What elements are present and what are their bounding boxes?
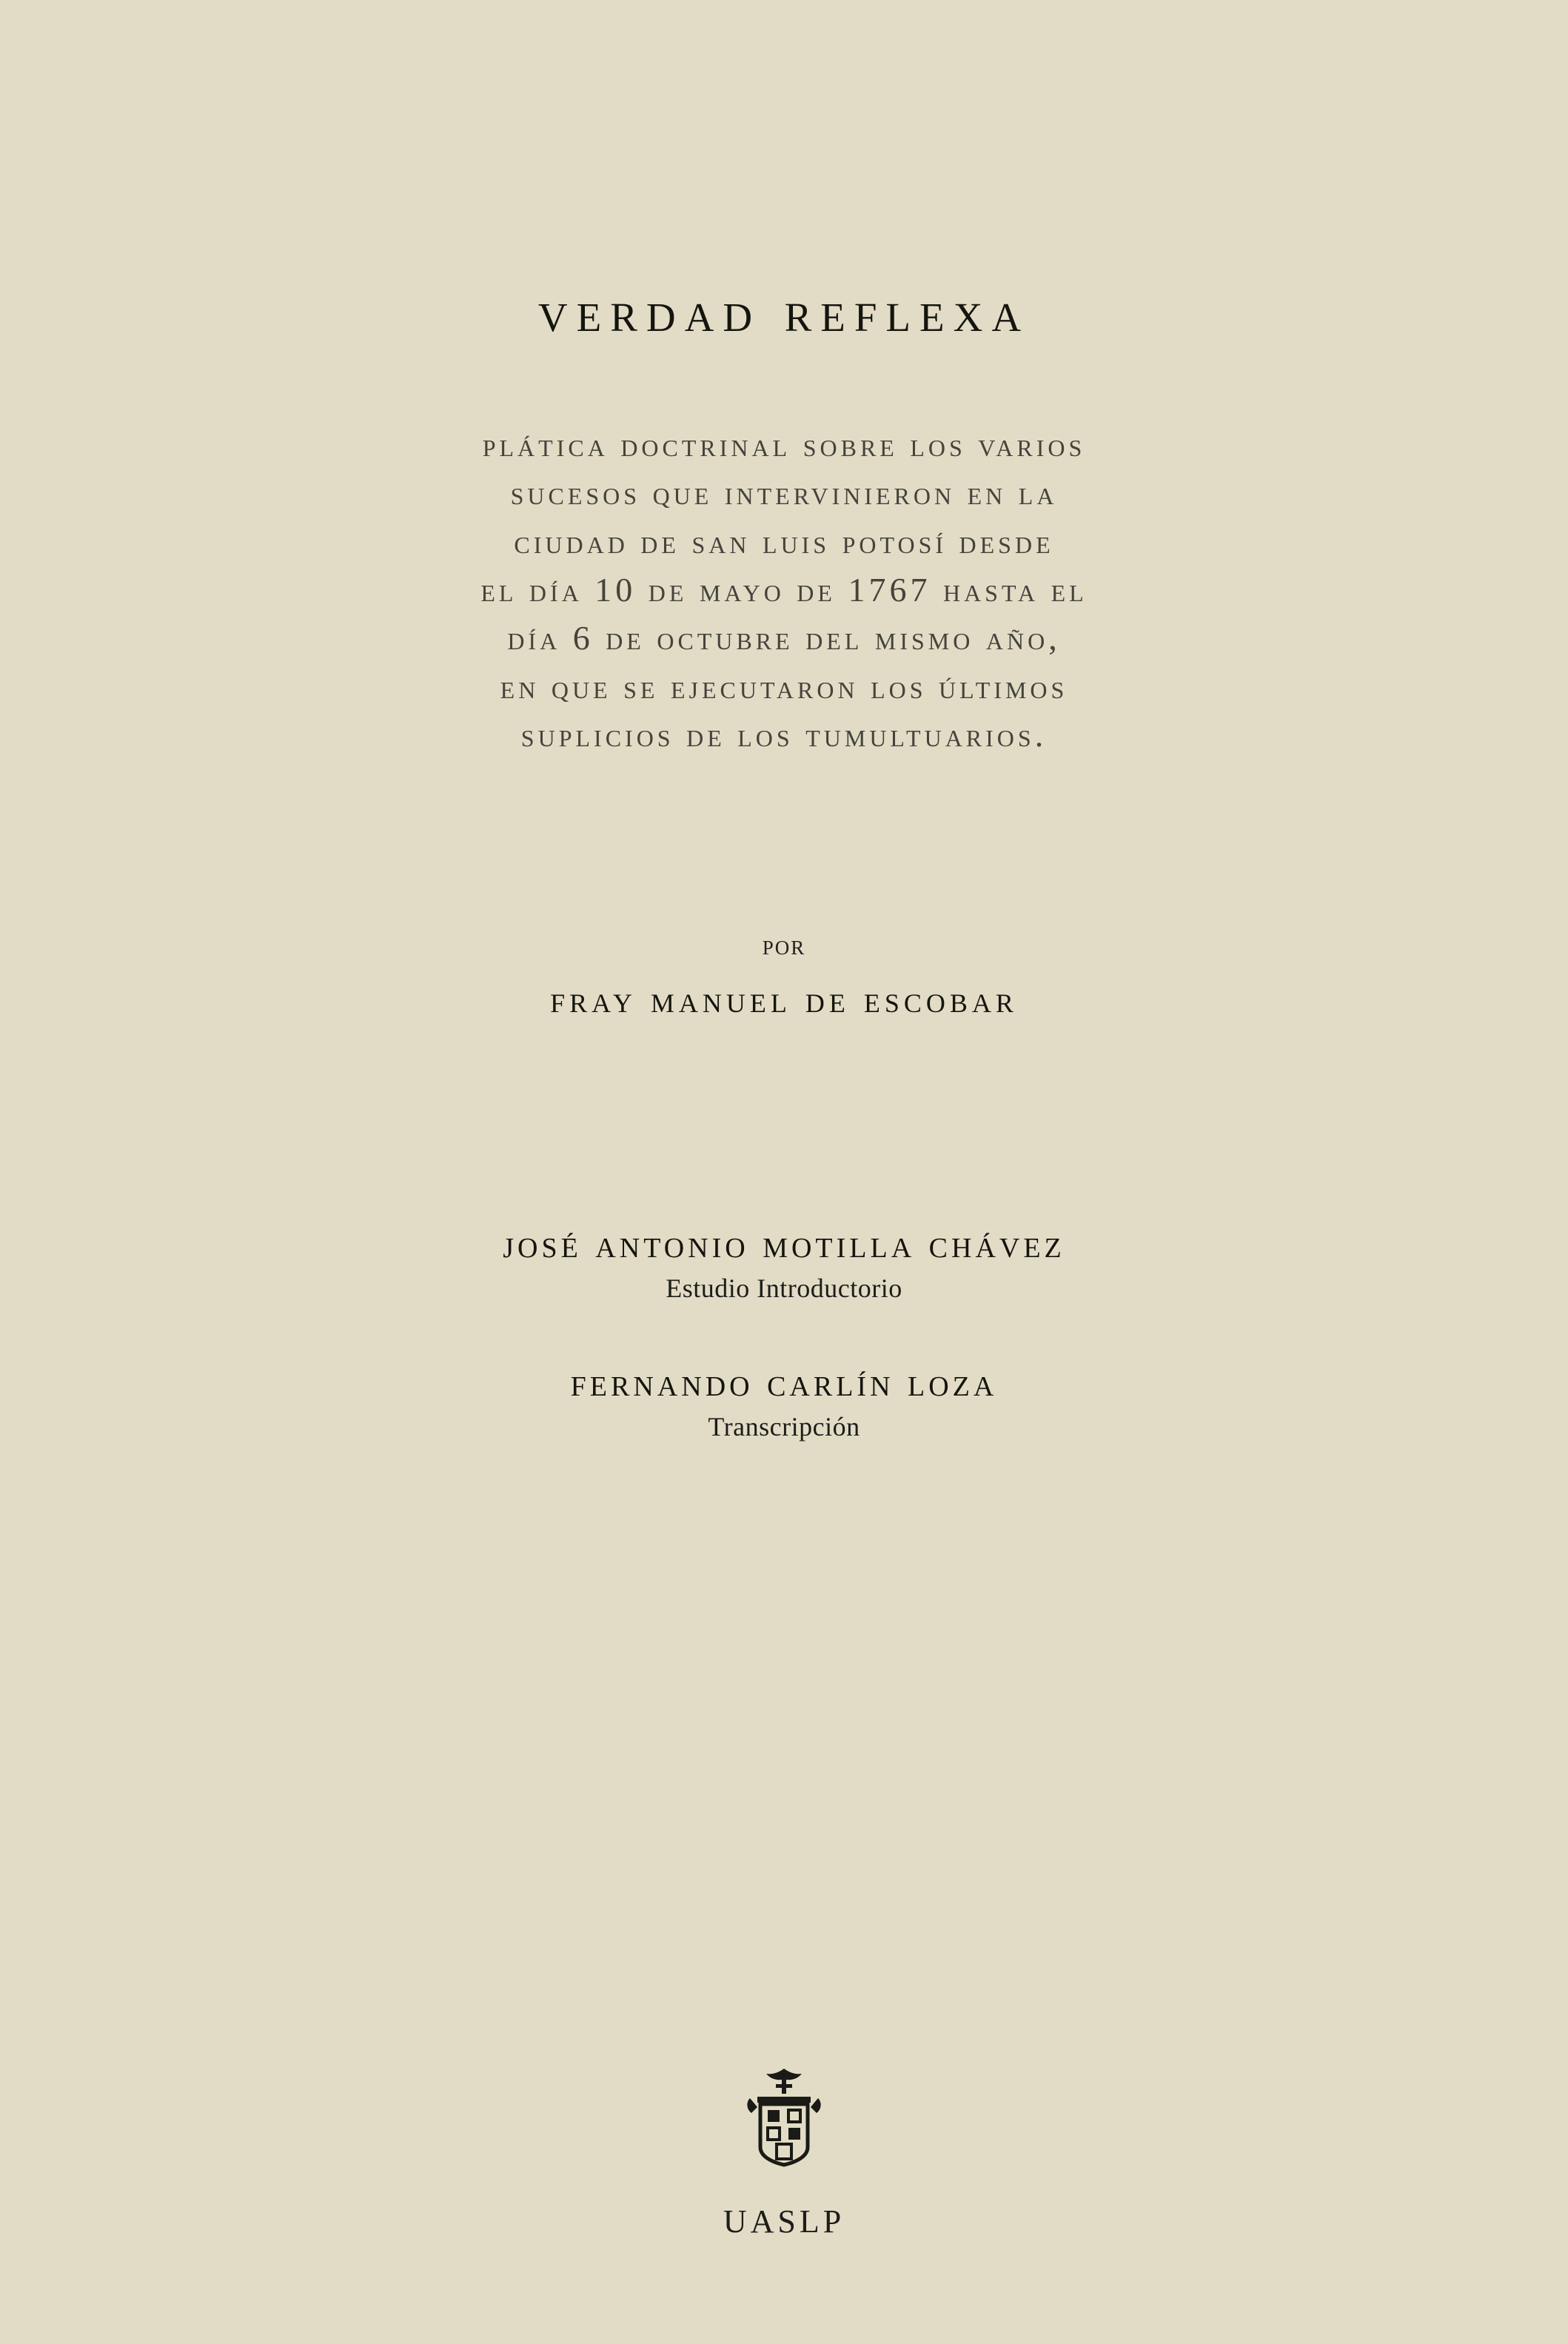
author-name: fray manuel de escobar xyxy=(550,979,1018,1022)
book-subtitle xyxy=(251,421,1317,759)
credit-role: Estudio Introductorio xyxy=(666,1273,902,1304)
book-title: verdad reflexa xyxy=(537,279,1031,344)
credits-list xyxy=(0,1220,1568,1442)
credit-entry xyxy=(0,1359,1568,1442)
subtitle-line: ciudad de san luis potosí desde xyxy=(514,522,1054,560)
credit-name: fernando carlín loza xyxy=(570,1360,998,1405)
subtitle-line: plática doctrinal sobre los varios xyxy=(482,426,1086,464)
subtitle-line: el día 10 de mayo de 1767 hasta el xyxy=(480,570,1088,609)
subtitle-line: en que se ejecutaron los últimos xyxy=(500,667,1068,706)
publisher-area xyxy=(0,2064,1568,2240)
subtitle-line: día 6 de octubre del mismo año, xyxy=(507,619,1061,657)
subtitle-line: suplicios de los tumultuarios. xyxy=(520,715,1048,754)
credit-name: josé antonio motilla chávez xyxy=(503,1222,1065,1267)
university-crest-icon xyxy=(740,2064,828,2168)
credit-entry xyxy=(0,1220,1568,1304)
byline-label: por xyxy=(762,930,806,962)
subtitle-line: sucesos que intervinieron en la xyxy=(510,474,1058,512)
publisher-imprint: UASLP xyxy=(723,2203,845,2240)
credit-role: Transcripción xyxy=(708,1411,860,1441)
